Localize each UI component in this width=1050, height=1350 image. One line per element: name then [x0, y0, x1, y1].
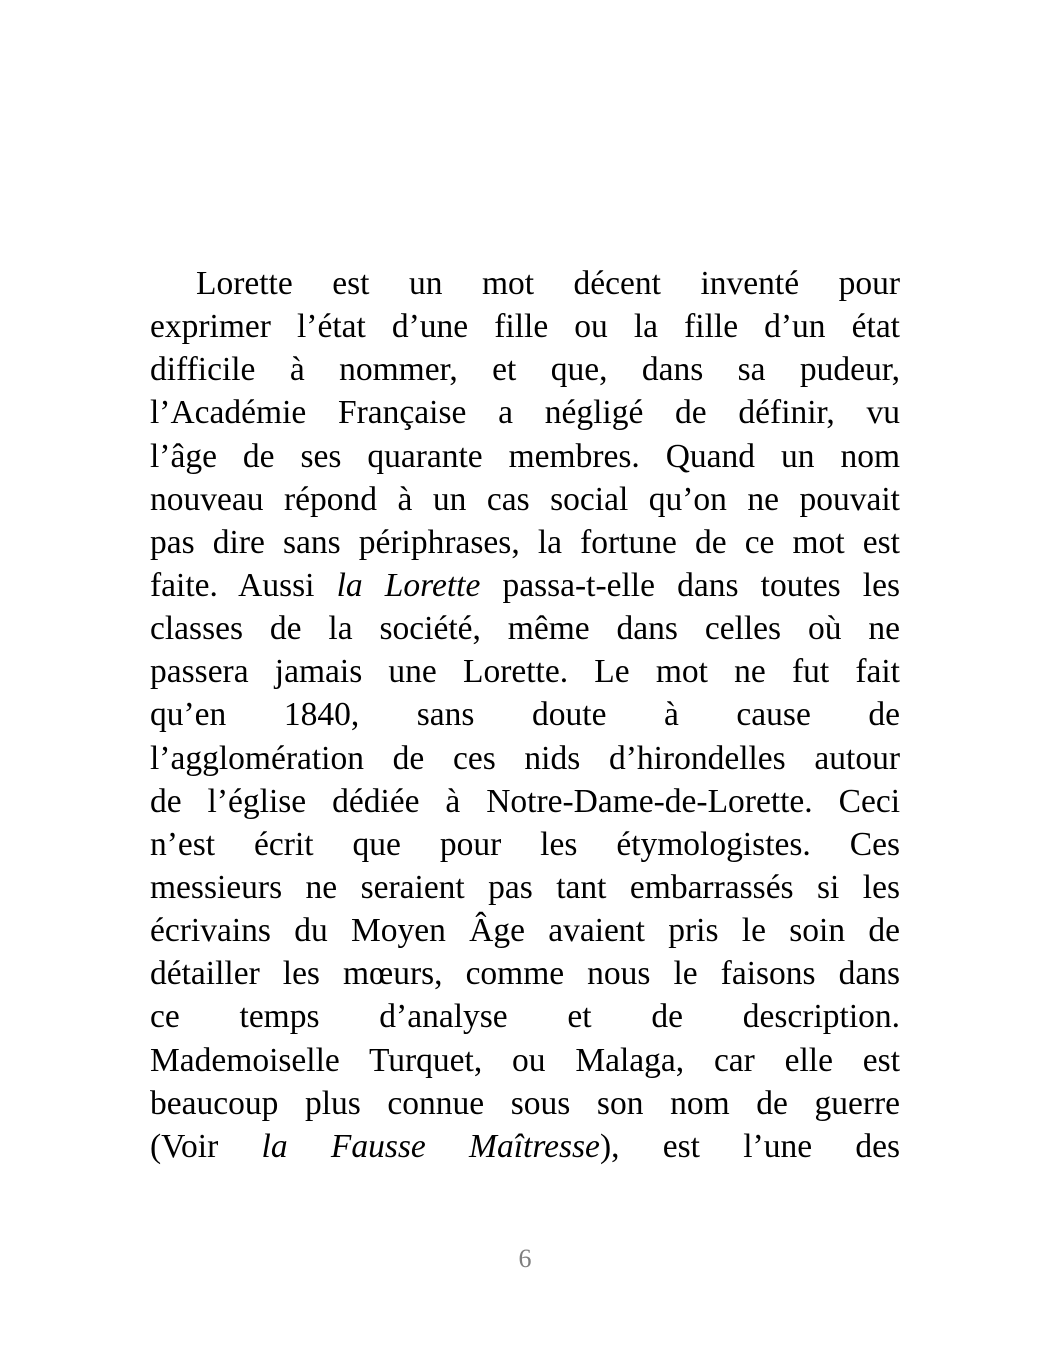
- text-segment: faite. Aussi: [150, 566, 337, 604]
- page-number: 6: [518, 1244, 532, 1273]
- text-line: [150, 435, 900, 478]
- text-line: [150, 564, 900, 607]
- text-segment: passera jamais une Lorette. Le mot ne fut fait: [150, 653, 900, 691]
- text-segment: ), est l’une des: [599, 1127, 901, 1165]
- text-segment: beaucoup plus connue sous son nom de guerre: [150, 1084, 900, 1122]
- text-segment: ce temps d’analyse et de description.: [150, 998, 900, 1036]
- text-line: [150, 521, 900, 564]
- text-segment: exprimer l’état d’une fille ou la fille d’un état: [150, 308, 900, 346]
- text-line: [150, 693, 900, 736]
- text-segment: l’âge de ses quarante membres. Quand un nom: [150, 437, 900, 475]
- text-line: [150, 952, 900, 995]
- text-segment: détailler les mœurs, comme nous le faisons dans: [150, 955, 900, 993]
- text-line: [150, 391, 900, 434]
- text-line: [150, 478, 900, 521]
- text-line: [150, 607, 900, 650]
- text-segment: n’est écrit que pour les étymologistes. Ces: [150, 825, 900, 863]
- text-segment: Lorette est un mot décent inventé pour: [196, 265, 900, 302]
- text-line: [150, 909, 900, 952]
- text-segment: écrivains du Moyen Âge avaient pris le soin de: [150, 912, 900, 950]
- text-segment: nouveau répond à un cas social qu’on ne pouvait: [150, 480, 900, 518]
- text-line: [150, 1039, 900, 1082]
- text-segment: l’Académie Française a négligé de définir, vu: [150, 394, 900, 432]
- text-segment: qu’en 1840, sans doute à cause de: [150, 696, 900, 734]
- text-line: [150, 737, 900, 780]
- text-line: [150, 305, 900, 348]
- text-line: [150, 1125, 900, 1168]
- text-line: [150, 866, 900, 909]
- text-line: [150, 262, 900, 305]
- text-line: [150, 348, 900, 391]
- text-segment: pas dire sans périphrases, la fortune de ce mot est: [150, 523, 900, 561]
- text-segment: de l’église dédiée à Notre-Dame-de-Lorette. Ceci: [150, 782, 900, 820]
- italic-title: la Lorette: [336, 566, 481, 604]
- text-segment: Mademoiselle Turquet, ou Malaga, car elle est: [150, 1041, 900, 1079]
- text-line: [150, 995, 900, 1038]
- text-line: [150, 780, 900, 823]
- text-line: [150, 823, 900, 866]
- text-segment: messieurs ne seraient pas tant embarrassés si les: [150, 868, 900, 906]
- text-segment: classes de la société, même dans celles où ne: [150, 610, 900, 648]
- text-segment: passa-t-elle dans toutes les: [480, 566, 900, 604]
- italic-title: la Fausse Maîtresse: [261, 1127, 600, 1165]
- text-line: [150, 650, 900, 693]
- text-line: [150, 1082, 900, 1125]
- body-paragraph: [150, 262, 900, 1168]
- text-segment: difficile à nommer, et que, dans sa pudeur,: [150, 351, 900, 389]
- text-segment: (Voir: [150, 1127, 262, 1165]
- text-segment: l’agglomération de ces nids d’hirondelles autour: [150, 739, 900, 777]
